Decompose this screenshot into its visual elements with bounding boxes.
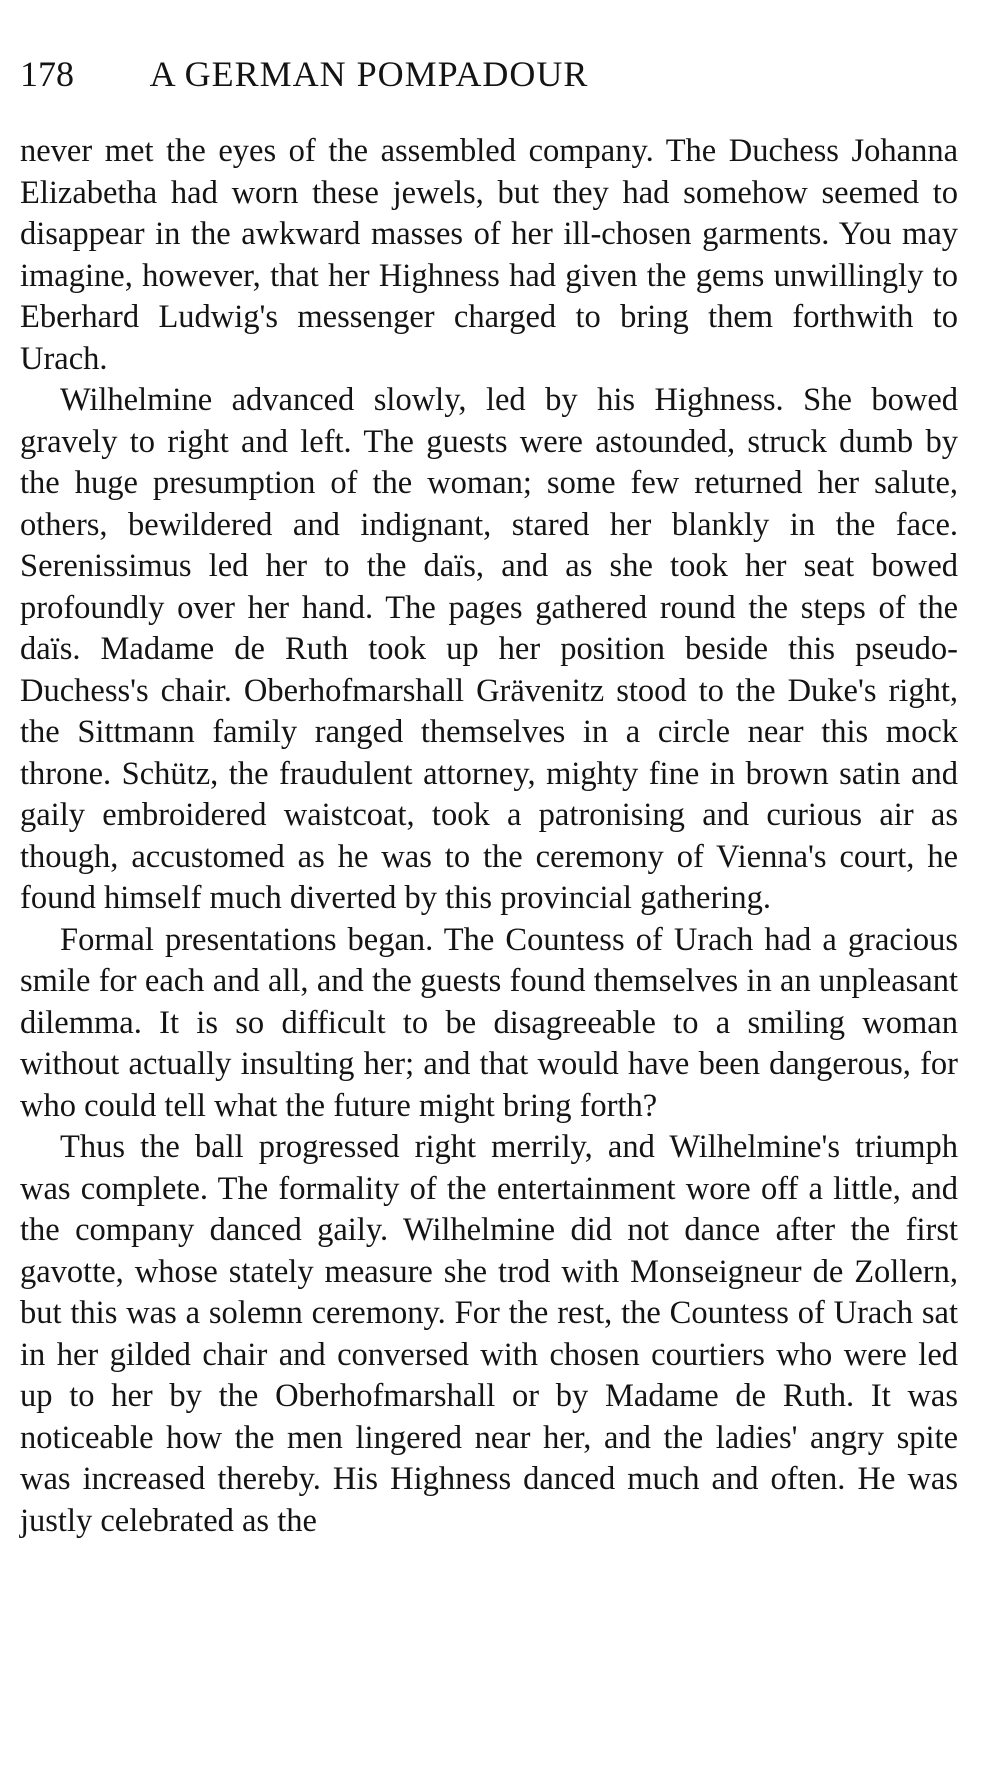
paragraph-continuation: never met the eyes of the assembled company. The Duchess Johanna Elizabetha had worn these jewels, but they had somehow seemed to disappear in the awkward masses of her ill-chosen garments. You may imagine, however, that her Highness had given the gems unwillingly to Eberhard Ludwig's messenger charged to bring them forthwith to Urach.: [20, 133, 958, 377]
paragraph-ball-progressed: Thus the ball progressed right merrily, and Wilhelmine's triumph was complete. The formality of the entertainment wore off a little, and the company danced gaily. Wilhelmine did not dance after the first gavotte, whose stately measure she trod with Monseigneur de Zollern, but this was a solemn ceremony. For the rest, the Countess of Urach sat in her gilded chair and conversed with chosen courtiers who were led up to her by the Oberhofmarshall or by Madame de Ruth. It was noticeable how the men lingered near her, and the ladies' angry spite was increased thereby. His Highness danced much and often. He was justly celebrated as the: [20, 1129, 958, 1539]
running-title: A GERMAN POMPADOUR: [149, 54, 589, 94]
page-number: 178: [20, 54, 74, 94]
paragraph-wilhelmine-advanced: Wilhelmine advanced slowly, led by his Highness. She bowed gravely to right and left. The guests were astounded, struck dumb by the huge presumption of the woman; some few returned her salute, others, bewildered and indignant, stared her blankly in the face. Serenissimus led her to the daïs, and as she took her seat bowed profoundly over her hand. The pages gathered round the steps of the daïs. Madame de Ruth took up her position beside this pseudo-Duchess's chair. Oberhofmarshall Grävenitz stood to the Duke's right, the Sittmann family ranged themselves in a circle near this mock throne. Schütz, the fraudulent attorney, mighty fine in brown satin and gaily embroidered waistcoat, took a patronising and curious air as though, accustomed as he was to the ceremony of Vienna's court, he found himself much diverted by this provincial gathering.: [20, 382, 958, 916]
running-head: [20, 52, 958, 96]
paragraph-formal-presentations: Formal presentations began. The Countess of Urach had a gracious smile for each and all, and the guests found themselves in an unpleasant dilemma. It is so difficult to be disagreeable to a smiling woman without actually insulting her; and that would have been dangerous, for who could tell what the future might bring forth?: [20, 921, 958, 1124]
body-text: [20, 131, 958, 1542]
